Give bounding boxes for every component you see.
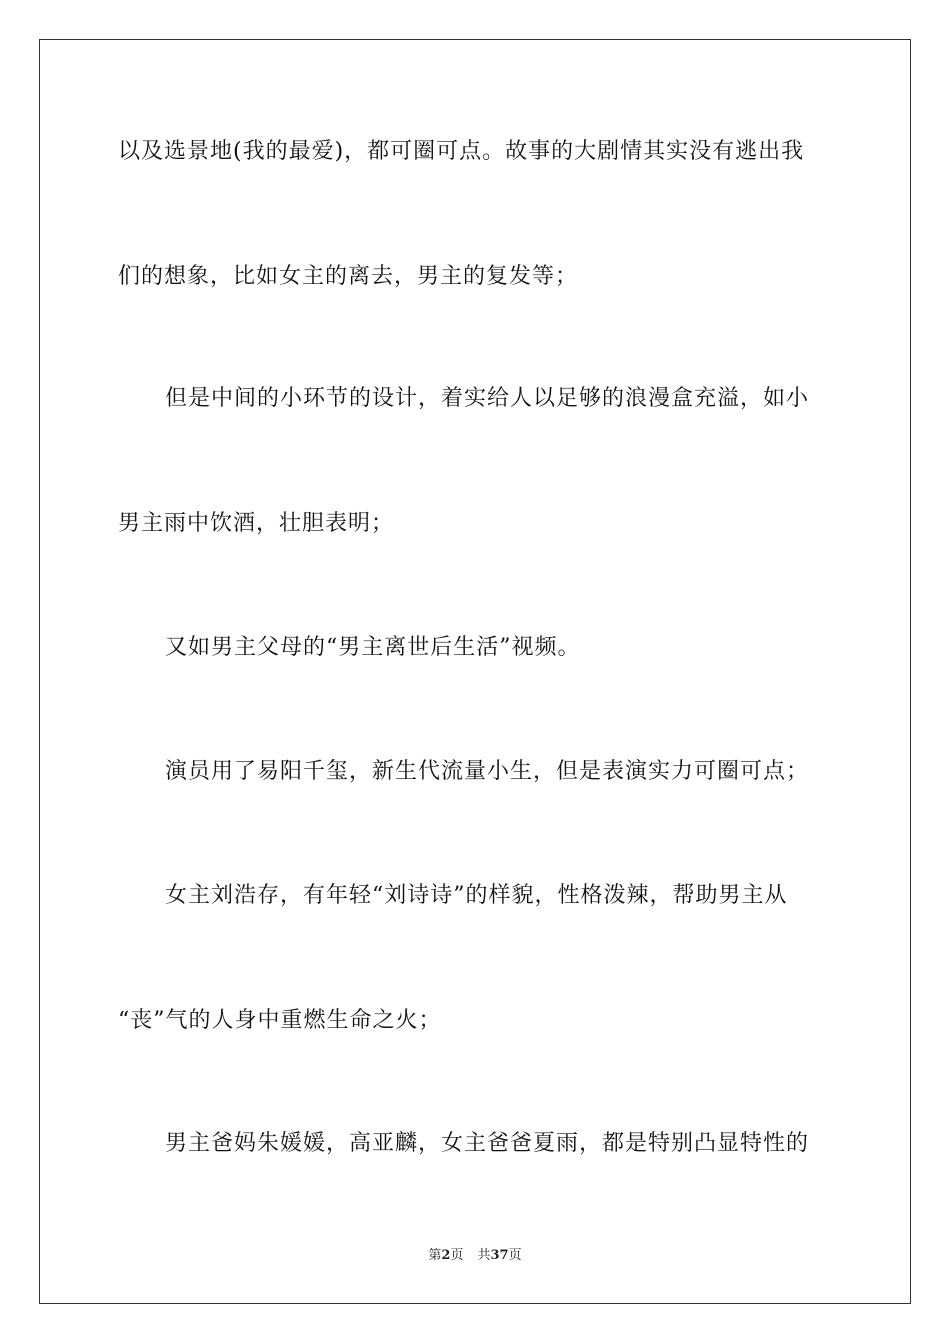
page-footer	[0, 1247, 950, 1265]
page-suffix: 页	[450, 1248, 464, 1263]
total-suffix: 页	[508, 1248, 522, 1263]
body-line-2: 们的想象，比如女主的离去，男主的复发等；	[118, 264, 579, 289]
body-line-5: 又如男主父母的“男主离世后生活”视频。	[165, 635, 581, 660]
body-line-7: 女主刘浩存，有年轻“刘诗诗”的样貌，性格泼辣，帮助男主从	[165, 883, 788, 908]
body-line-1: 以及选景地(我的最爱)，都可圈可点。故事的大剧情其实没有逃出我	[118, 139, 805, 164]
total-pages: 37	[490, 1248, 509, 1263]
body-line-6: 演员用了易阳千玺，新生代流量小生，但是表演实力可圈可点；	[165, 759, 810, 784]
page-number: 2	[441, 1248, 451, 1263]
page-prefix: 第	[428, 1248, 442, 1263]
body-line-9: 男主爸妈朱媛媛，高亚麟，女主爸爸夏雨，都是特别凸显特性的	[165, 1131, 810, 1156]
body-line-4: 男主雨中饮酒，壮胆表明；	[118, 511, 395, 536]
total-prefix: 共	[477, 1248, 491, 1263]
body-line-8: “丧”气的人身中重燃生命之火；	[118, 1008, 442, 1033]
page-border	[39, 39, 911, 1304]
body-line-3: 但是中间的小环节的设计，着实给人以足够的浪漫盒充溢，如小	[165, 386, 810, 411]
